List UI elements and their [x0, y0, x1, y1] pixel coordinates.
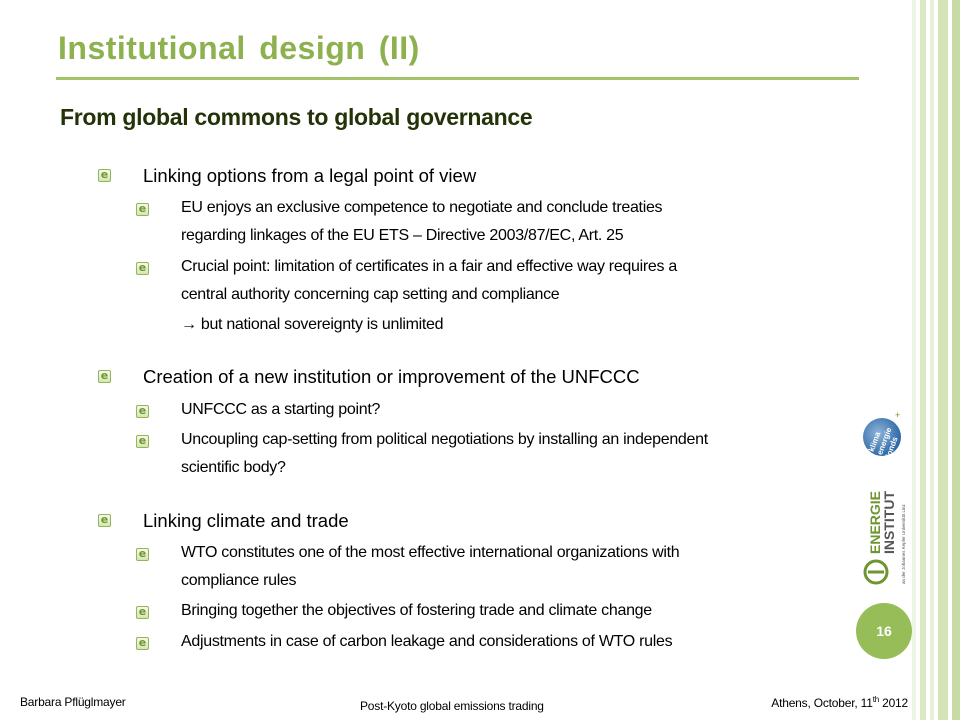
footer-author: Barbara Pflüglmayer — [20, 695, 126, 709]
bullet-line: EU enjoys an exclusive competence to negotiate and conclude treaties — [181, 199, 663, 216]
bullet-icon — [136, 405, 149, 418]
bullet-icon — [136, 203, 149, 216]
bullet-icon — [98, 169, 111, 182]
section-heading: Linking climate and trade — [143, 510, 349, 531]
footer-date-suffix: 2012 — [878, 696, 908, 710]
bullet-icon — [136, 435, 149, 448]
bullet-icon — [136, 548, 149, 561]
bullet-line: scientific body? — [181, 459, 286, 476]
bullet-line: Crucial point: limitation of certificates in a fair and effective way requires a — [181, 258, 677, 275]
bullet-line: central authority concerning cap setting and compliance — [181, 286, 560, 303]
bullet-line: Adjustments in case of carbon leakage and considerations of WTO rules — [181, 633, 673, 650]
bullet-line: regarding linkages of the EU ETS – Directive 2003/87/EC, Art. 25 — [181, 227, 624, 244]
section-heading: Creation of a new institution or improvement of the UNFCCC — [143, 366, 640, 387]
footer-date — [771, 695, 908, 710]
title-underline — [56, 77, 859, 80]
arrow-note: → but national sovereignty is unlimited — [181, 316, 444, 333]
page-number-badge: 16 — [856, 603, 912, 659]
stripe — [952, 0, 960, 720]
bullet-icon — [136, 262, 149, 275]
logo-university-text: an der Johannes Kepler Universität Linz — [901, 504, 906, 584]
section-heading: Linking options from a legal point of view — [143, 165, 477, 186]
bullet-icon — [98, 514, 111, 527]
bullet-icon — [98, 370, 111, 383]
slide-title: Institutional design (II) — [58, 30, 420, 66]
energie-institut-logo — [858, 472, 910, 592]
footer-topic: Post-Kyoto global emissions trading — [360, 699, 544, 713]
stripe — [938, 0, 948, 720]
bullet-line: Uncoupling cap-setting from political negotiations by installing an independent — [181, 431, 708, 448]
stripe — [930, 0, 934, 720]
bullet-icon — [136, 637, 149, 650]
footer-date-prefix: Athens, October, 11 — [771, 696, 873, 710]
bullet-line: compliance rules — [181, 572, 297, 589]
logo-institut-text: INSTITUT — [881, 491, 897, 554]
bullet-line: WTO constitutes one of the most effective international organizations with — [181, 544, 680, 561]
stripe — [920, 0, 926, 720]
stripe — [912, 0, 916, 720]
logo-text: klima energie fonds — [866, 426, 900, 460]
klima-energie-fonds-logo — [863, 418, 901, 460]
bullet-line: Bringing together the objectives of fostering trade and climate change — [181, 602, 652, 619]
bullet-line: UNFCCC as a starting point? — [181, 401, 381, 418]
logo-energie-text: ENERGIE — [867, 490, 883, 554]
footer-date-sup: th — [872, 695, 879, 704]
right-stripe-band — [912, 0, 960, 720]
bullet-icon — [136, 606, 149, 619]
plus-icon: + — [895, 410, 901, 420]
slide-subtitle: From global commons to global governance — [60, 104, 533, 130]
